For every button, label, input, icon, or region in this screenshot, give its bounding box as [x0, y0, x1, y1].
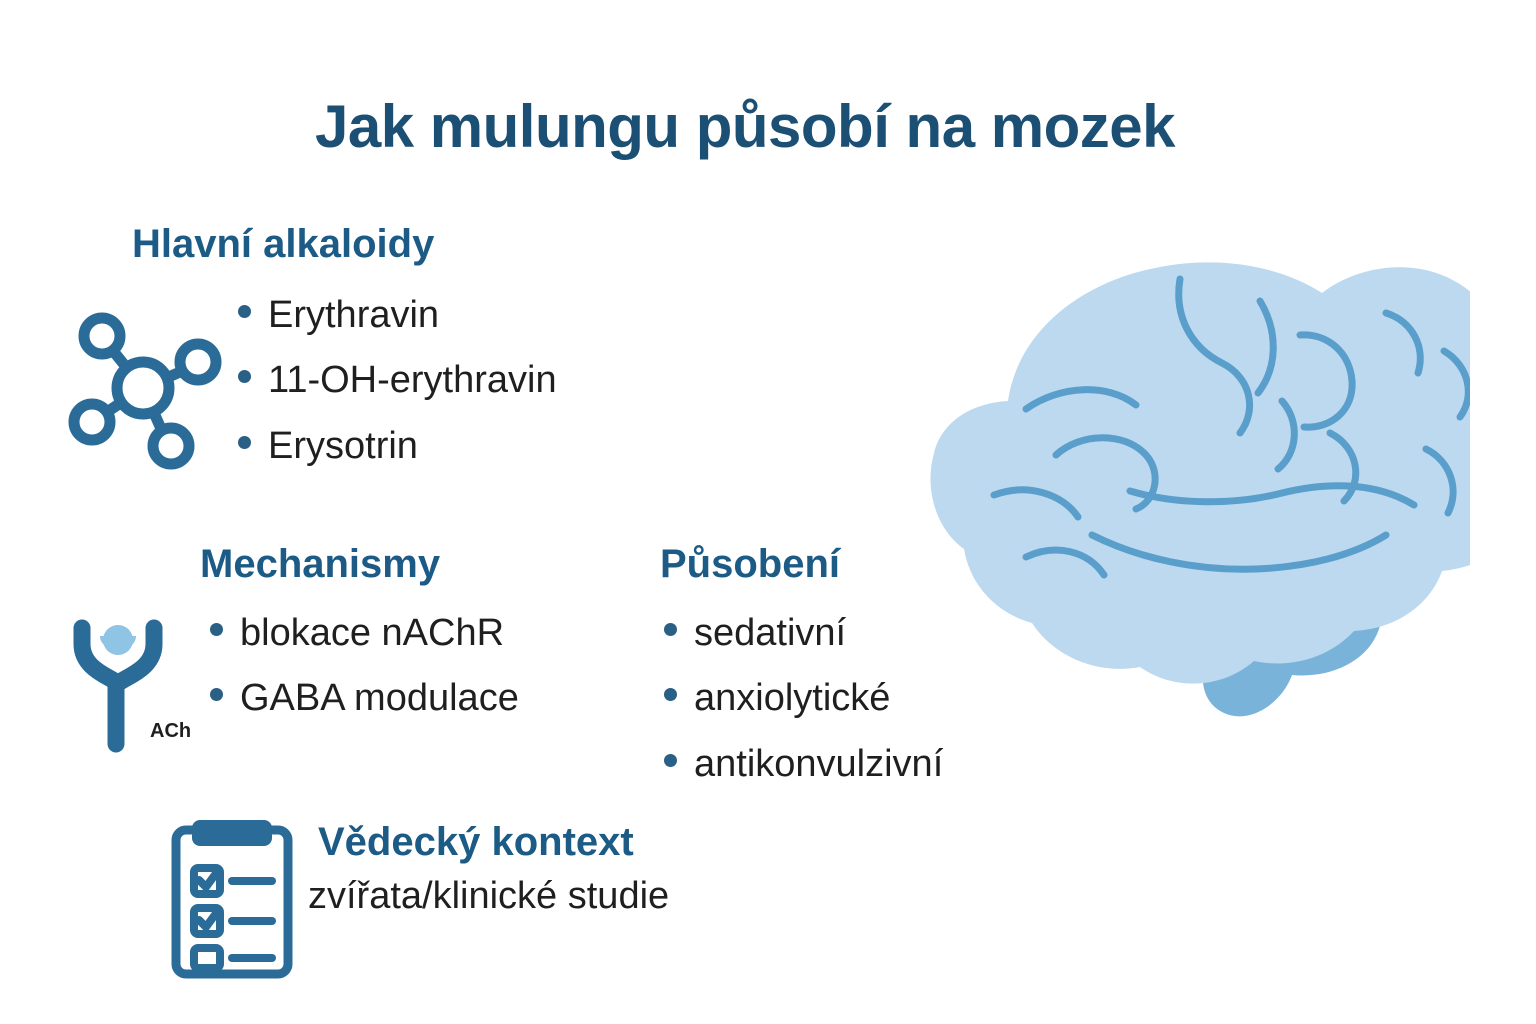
list-item-label: antikonvulzivní: [694, 742, 944, 785]
section-science: [308, 820, 670, 918]
list-item-label: GABA modulace: [240, 677, 519, 720]
receptor-icon: [58, 610, 198, 765]
list-item: [238, 348, 557, 413]
list-item-label: 11-OH-erythravin: [268, 359, 557, 402]
bullet-icon: [664, 688, 677, 701]
receptor-icon-label: ACh: [150, 720, 192, 742]
brain-illustration: [830, 205, 1470, 750]
bullet-icon: [210, 623, 223, 636]
science-note: zvířata/klinické studie: [308, 875, 670, 917]
section-mechanisms: [200, 542, 519, 732]
list-item: [238, 414, 557, 479]
alkaloids-heading: Hlavní alkaloidy: [132, 222, 435, 266]
bullet-icon: [664, 754, 677, 767]
mechanisms-heading: Mechanismy: [200, 542, 441, 586]
mechanisms-list: [210, 601, 519, 732]
list-item: [210, 601, 519, 666]
list-item: [210, 666, 519, 731]
bullet-icon: [238, 305, 251, 318]
list-item: [238, 283, 557, 348]
science-heading: Vědecký kontext: [318, 820, 634, 864]
list-item-label: sedativní: [694, 612, 847, 654]
bullet-icon: [238, 436, 251, 449]
list-item-label: anxiolytické: [694, 677, 891, 720]
section-alkaloids: [130, 222, 557, 479]
alkaloids-list: [238, 283, 557, 479]
bullet-icon: [210, 688, 223, 701]
bullet-icon: [664, 623, 677, 636]
list-item-label: Erythravin: [268, 294, 440, 336]
clipboard-checklist-icon: [168, 808, 298, 988]
bullet-icon: [238, 370, 251, 383]
effects-heading: Působení: [660, 542, 841, 586]
list-item-label: Erysotrin: [268, 424, 418, 467]
page-title: Jak mulungu působí na mozek: [315, 93, 1175, 160]
list-item-label: blokace nAChR: [240, 612, 505, 654]
